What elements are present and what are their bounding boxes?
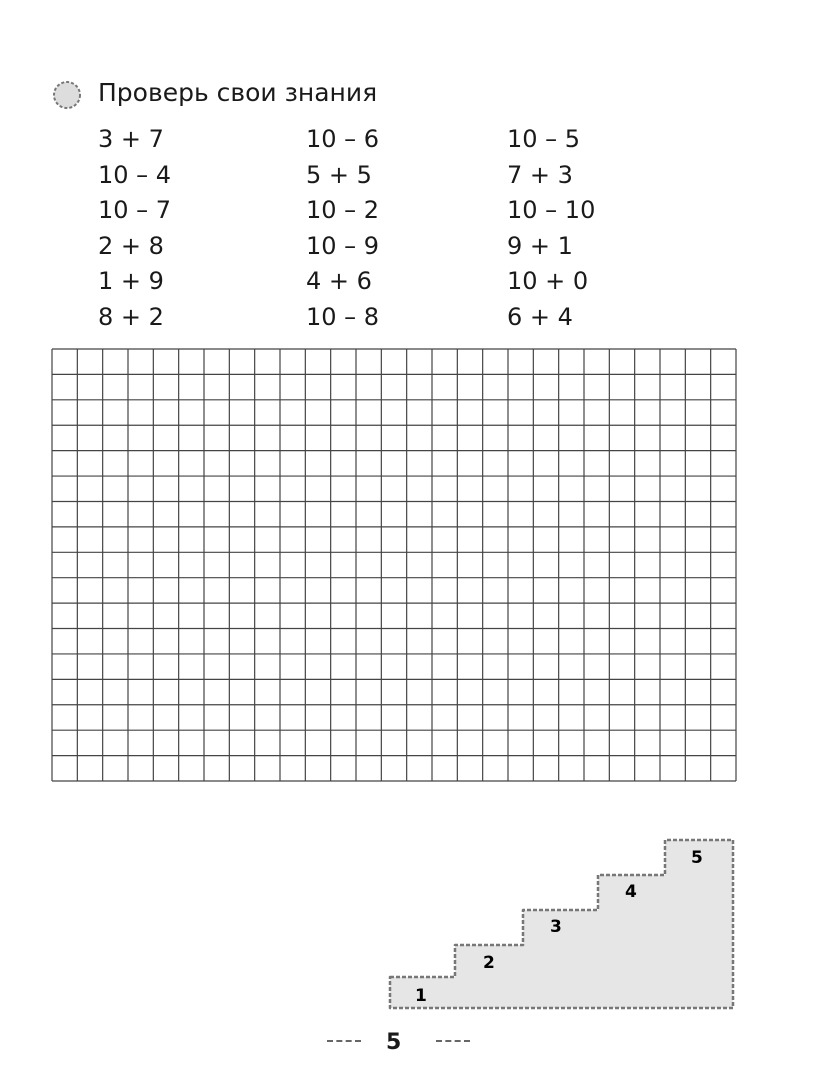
exercise: 5 + 5 [306, 160, 372, 189]
exercise: 6 + 4 [507, 302, 573, 331]
exercise-column-1 [98, 122, 171, 335]
step-label: 3 [550, 917, 562, 937]
exercise: 10 – 9 [306, 231, 380, 260]
exercise: 2 + 8 [98, 231, 164, 260]
exercise: 10 – 2 [306, 196, 380, 224]
section-title: Проверь свои знания [98, 78, 378, 107]
circle-bullet-icon [52, 80, 82, 110]
footer-ornament-left [327, 1040, 361, 1046]
exercise: 4 + 6 [306, 267, 372, 295]
step-label: 5 [691, 848, 703, 868]
step-label: 4 [625, 882, 637, 902]
exercise: 10 – 8 [306, 302, 380, 331]
footer-ornament-right [436, 1040, 470, 1046]
exercise-column-2 [306, 122, 379, 335]
exercise-column-3 [507, 122, 595, 335]
exercise: 10 – 10 [507, 196, 596, 224]
exercise: 9 + 1 [507, 231, 573, 260]
answer-grid[interactable] [51, 348, 737, 782]
exercise: 1 + 9 [98, 267, 164, 295]
exercise: 7 + 3 [507, 160, 573, 189]
exercise: 10 – 5 [507, 125, 581, 153]
exercise: 10 + 0 [507, 267, 589, 295]
exercise: 8 + 2 [98, 302, 164, 331]
exercise: 3 + 7 [98, 125, 164, 153]
staircase [385, 835, 737, 1015]
exercise: 10 – 7 [98, 196, 172, 224]
step-label: 2 [483, 953, 495, 973]
page-number: 5 [386, 1030, 402, 1055]
step-label: 1 [415, 986, 427, 1006]
exercise: 10 – 4 [98, 160, 172, 189]
exercise: 10 – 6 [306, 125, 380, 153]
